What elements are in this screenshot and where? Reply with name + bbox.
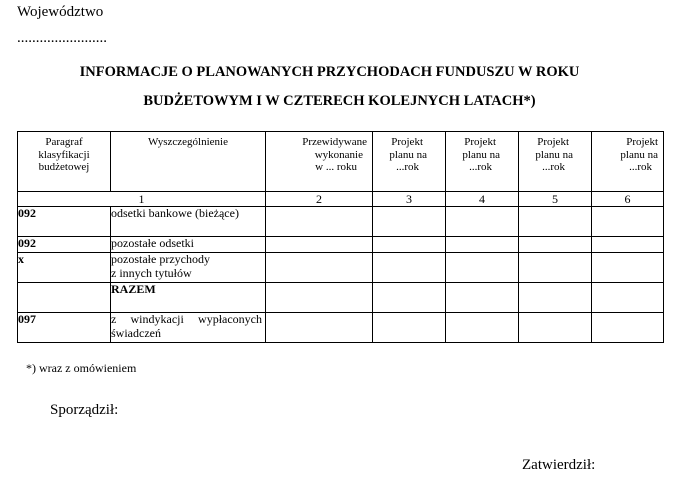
row-paragraf xyxy=(18,283,111,313)
column-number-1: 1 xyxy=(18,192,266,207)
row-description-total: RAZEM xyxy=(111,283,266,313)
document-title-line-2: BUDŻETOWYM I W CZTERECH KOLEJNYCH LATACH*) xyxy=(143,93,536,109)
prepared-by-label: Sporządził: xyxy=(50,402,119,418)
header-przewidywane: Przewidywane wykonanie w ... roku xyxy=(266,132,373,192)
row-description: pozostałe przychody z innych tytułów xyxy=(111,253,266,283)
cell xyxy=(446,237,519,253)
cell xyxy=(446,313,519,343)
header-projekt-6: Projekt planu na ...rok xyxy=(592,132,664,192)
row-paragraf: 092 xyxy=(18,237,111,253)
header-projekt-4: Projekt planu na ...rok xyxy=(446,132,519,192)
cell xyxy=(519,253,592,283)
header-projekt-3: Projekt planu na ...rok xyxy=(373,132,446,192)
table-row xyxy=(18,283,664,313)
row-paragraf: 092 xyxy=(18,207,111,237)
cell xyxy=(446,207,519,237)
cell xyxy=(373,207,446,237)
table-header-row xyxy=(18,132,664,192)
cell xyxy=(266,283,373,313)
cell xyxy=(519,313,592,343)
cell xyxy=(266,207,373,237)
header-wyszczegolnienie: Wyszczególnienie xyxy=(111,132,266,192)
cell xyxy=(266,313,373,343)
table-row xyxy=(18,237,664,253)
column-number-2: 2 xyxy=(266,192,373,207)
header-projekt-5: Projekt planu na ...rok xyxy=(519,132,592,192)
cell xyxy=(266,253,373,283)
table-row xyxy=(18,313,664,343)
cell xyxy=(373,283,446,313)
voivodeship-label: Województwo xyxy=(17,4,104,20)
cell xyxy=(592,237,664,253)
cell xyxy=(373,253,446,283)
footnote: *) wraz z omówieniem xyxy=(26,361,137,375)
table-row xyxy=(18,253,664,283)
cell xyxy=(446,283,519,313)
cell xyxy=(592,207,664,237)
revenue-table xyxy=(17,131,664,343)
cell xyxy=(592,283,664,313)
cell xyxy=(446,253,519,283)
table-row xyxy=(18,207,664,237)
row-description: odsetki bankowe (bieżące) xyxy=(111,207,266,237)
column-number-5: 5 xyxy=(519,192,592,207)
column-number-3: 3 xyxy=(373,192,446,207)
cell xyxy=(519,207,592,237)
column-numbers-row xyxy=(18,192,664,207)
row-description: pozostałe odsetki xyxy=(111,237,266,253)
approved-by-label: Zatwierdził: xyxy=(522,457,596,473)
row-description: z windykacji wypłaconych świadczeń xyxy=(111,313,266,343)
cell xyxy=(592,253,664,283)
column-number-6: 6 xyxy=(592,192,664,207)
cell xyxy=(266,237,373,253)
voivodeship-dotted-line: ........................ xyxy=(17,30,107,46)
document-title-line-1: INFORMACJE O PLANOWANYCH PRZYCHODACH FUNDUSZU W ROKU xyxy=(79,64,580,80)
cell xyxy=(592,313,664,343)
column-number-4: 4 xyxy=(446,192,519,207)
cell xyxy=(519,237,592,253)
row-paragraf: 097 xyxy=(18,313,111,343)
row-paragraf: x xyxy=(18,253,111,283)
cell xyxy=(373,237,446,253)
cell xyxy=(373,313,446,343)
header-paragraf: Paragraf klasyfikacji budżetowej xyxy=(18,132,111,192)
cell xyxy=(519,283,592,313)
